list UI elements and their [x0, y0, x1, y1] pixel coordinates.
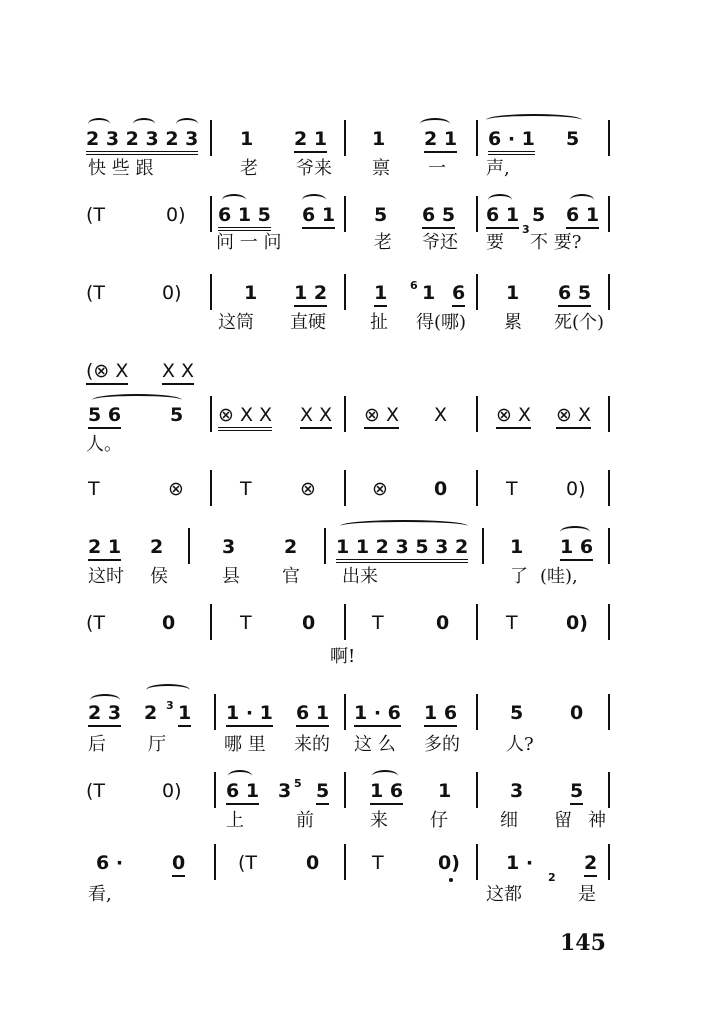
lyric: 了 [510, 566, 528, 587]
note-group: 2 3 [88, 702, 121, 727]
note-group: 1 [240, 128, 254, 150]
note-group: 6 1 5 [218, 204, 271, 231]
note-group: 2 [144, 702, 158, 724]
lyric: 快 些 跟 [88, 158, 154, 179]
note-group: 1 [422, 282, 436, 304]
lyric: 人。 [86, 434, 122, 455]
note-group: 5 6 [88, 404, 121, 429]
lyric: 直硬 [290, 312, 326, 333]
note-group: 0) [162, 282, 182, 304]
grace-note: 6 [410, 279, 418, 292]
note-group: 1 · 1 [226, 702, 273, 727]
lyric: 问 一 问 [216, 232, 282, 253]
lyric: 多的 [424, 734, 460, 755]
lyric: 出来 [342, 566, 378, 587]
note-group: T [240, 612, 252, 634]
lyric: 看, [88, 884, 112, 905]
lyric: 声, [486, 158, 510, 179]
note-group: 5 [570, 780, 583, 805]
note-group: (⊗ X [86, 360, 128, 385]
note-group: 2 [150, 536, 164, 558]
note-group: 6 1 [566, 204, 599, 229]
note-group: 2 [284, 536, 298, 558]
lyric: 来的 [294, 734, 330, 755]
note-group: ⊗ X [364, 404, 399, 429]
note-group: 0 [172, 852, 185, 877]
note-group: T [240, 478, 252, 500]
lyric: (哇), [540, 566, 578, 587]
note-group: (T [86, 282, 106, 304]
lyric: 爷还 [422, 232, 458, 253]
note-group: 1 [178, 702, 191, 727]
lyric: 这都 [486, 884, 522, 905]
note-group: (T [86, 780, 106, 802]
note-group: T [506, 612, 518, 634]
note-group: 0) [162, 780, 182, 802]
note-group: T [372, 612, 384, 634]
lyric: 是 [578, 884, 596, 905]
note-group: 3 [510, 780, 524, 802]
note-group: (T [86, 204, 106, 226]
note-group: 2 [584, 852, 597, 877]
note-group: 1 6 [424, 702, 457, 727]
lyric: 老 [374, 232, 392, 253]
note-group: 5 [170, 404, 184, 426]
lyric: 留 [554, 810, 572, 831]
lyric: 哪 里 [224, 734, 266, 755]
lyric: 这时 [88, 566, 124, 587]
lyric: 啊! [330, 646, 356, 667]
grace-note: 3 [166, 699, 174, 712]
lyric: 前 [296, 810, 314, 831]
note-group: X X [162, 360, 194, 385]
note-group: 0) [566, 612, 588, 634]
lyric: 神 [588, 810, 606, 831]
lyric: 老 [240, 158, 258, 179]
lyric: 后 [88, 734, 106, 755]
note-group: 6 1 [302, 204, 335, 229]
note-group: 6 5 [422, 204, 455, 229]
note-group: ⊗ [300, 478, 316, 500]
lyric: 不 要? [530, 232, 582, 253]
note-group: (T [86, 612, 106, 634]
lyric: 县 [222, 566, 240, 587]
note-group: 2 1 [294, 128, 327, 153]
note-group: 1 6 [370, 780, 403, 805]
note-group: 1 [510, 536, 524, 558]
note-group: 6 1 [226, 780, 259, 805]
note-group: 1 2 [294, 282, 327, 307]
note-group: 0) [438, 852, 460, 874]
lyric: 禀 [372, 158, 390, 179]
note-group: 1 1 2 3 5 3 2 [336, 536, 468, 563]
note-group: 6 · [96, 852, 710, 874]
lyric: 这筒 [218, 312, 254, 333]
lyric: 细 [500, 810, 518, 831]
note-group: 2 1 [424, 128, 457, 153]
note-group: (T [238, 852, 258, 874]
grace-note: 5 [294, 777, 302, 790]
note-group: X X [300, 404, 332, 429]
note-group: 5 [566, 128, 710, 150]
note-group: 0 [434, 478, 448, 500]
lyric: 侯 [150, 566, 168, 587]
note-group: 1 6 [560, 536, 593, 561]
note-group: 5 [510, 702, 524, 724]
lyric: 官 [282, 566, 300, 587]
note-group: 0 [302, 612, 316, 634]
note-group: 3 [278, 780, 292, 802]
note-group: 1 [374, 282, 387, 307]
note-group: 6 1 [296, 702, 329, 727]
note-group: X [434, 404, 448, 426]
note-group: 0 [436, 612, 450, 634]
note-group: 1 [244, 282, 258, 304]
note-group: 5 [316, 780, 329, 805]
note-group: T [88, 478, 100, 500]
note-group: T [506, 478, 518, 500]
note-group: 0) [566, 478, 586, 500]
note-group: 2 3 2 3 2 3 [86, 128, 198, 155]
note-group: ⊗ X X [218, 404, 272, 431]
page-number: 145 [560, 930, 606, 956]
grace-note: 2 [548, 871, 556, 884]
note-group: 1 [372, 128, 386, 150]
lyric: 要 [486, 232, 504, 253]
lyric: 上 [226, 810, 244, 831]
lyric: 一 [428, 158, 446, 179]
grace-note: 3 [522, 223, 530, 236]
note-group: 6 [452, 282, 465, 307]
note-group: 0 [570, 702, 584, 724]
lyric: 爷来 [296, 158, 332, 179]
note-group: 6 1 [486, 204, 519, 229]
note-group: 5 [532, 204, 546, 226]
lyric: 来 [370, 810, 388, 831]
lyric: 得(哪) [416, 312, 467, 333]
note-group: ⊗ X [556, 404, 591, 429]
note-group: 6 · 1 [488, 128, 535, 155]
lyric: 累 [504, 312, 522, 333]
note-group: 2 1 [88, 536, 121, 561]
note-group: T [372, 852, 384, 874]
note-group: 5 [374, 204, 710, 226]
note-group: ⊗ [372, 478, 388, 500]
note-group: 0 [306, 852, 320, 874]
note-group: 1 · 6 [354, 702, 401, 727]
lyric: 人? [506, 734, 534, 755]
note-group: 0) [166, 204, 186, 226]
note-group: ⊗ [168, 478, 184, 500]
note-group: 0 [162, 612, 176, 634]
lyric: 扯 [370, 312, 388, 333]
note-group: 1 · [506, 852, 534, 874]
note-group: 6 5 [558, 282, 591, 307]
note-group: ⊗ X [496, 404, 531, 429]
lyric: 仔 [430, 810, 448, 831]
note-group: 1 [506, 282, 520, 304]
note-group: 3 [222, 536, 236, 558]
note-group: 1 [438, 780, 452, 802]
lyric: 厅 [148, 734, 166, 755]
lyric: 死(个) [554, 312, 605, 333]
lyric: 这 么 [354, 734, 396, 755]
